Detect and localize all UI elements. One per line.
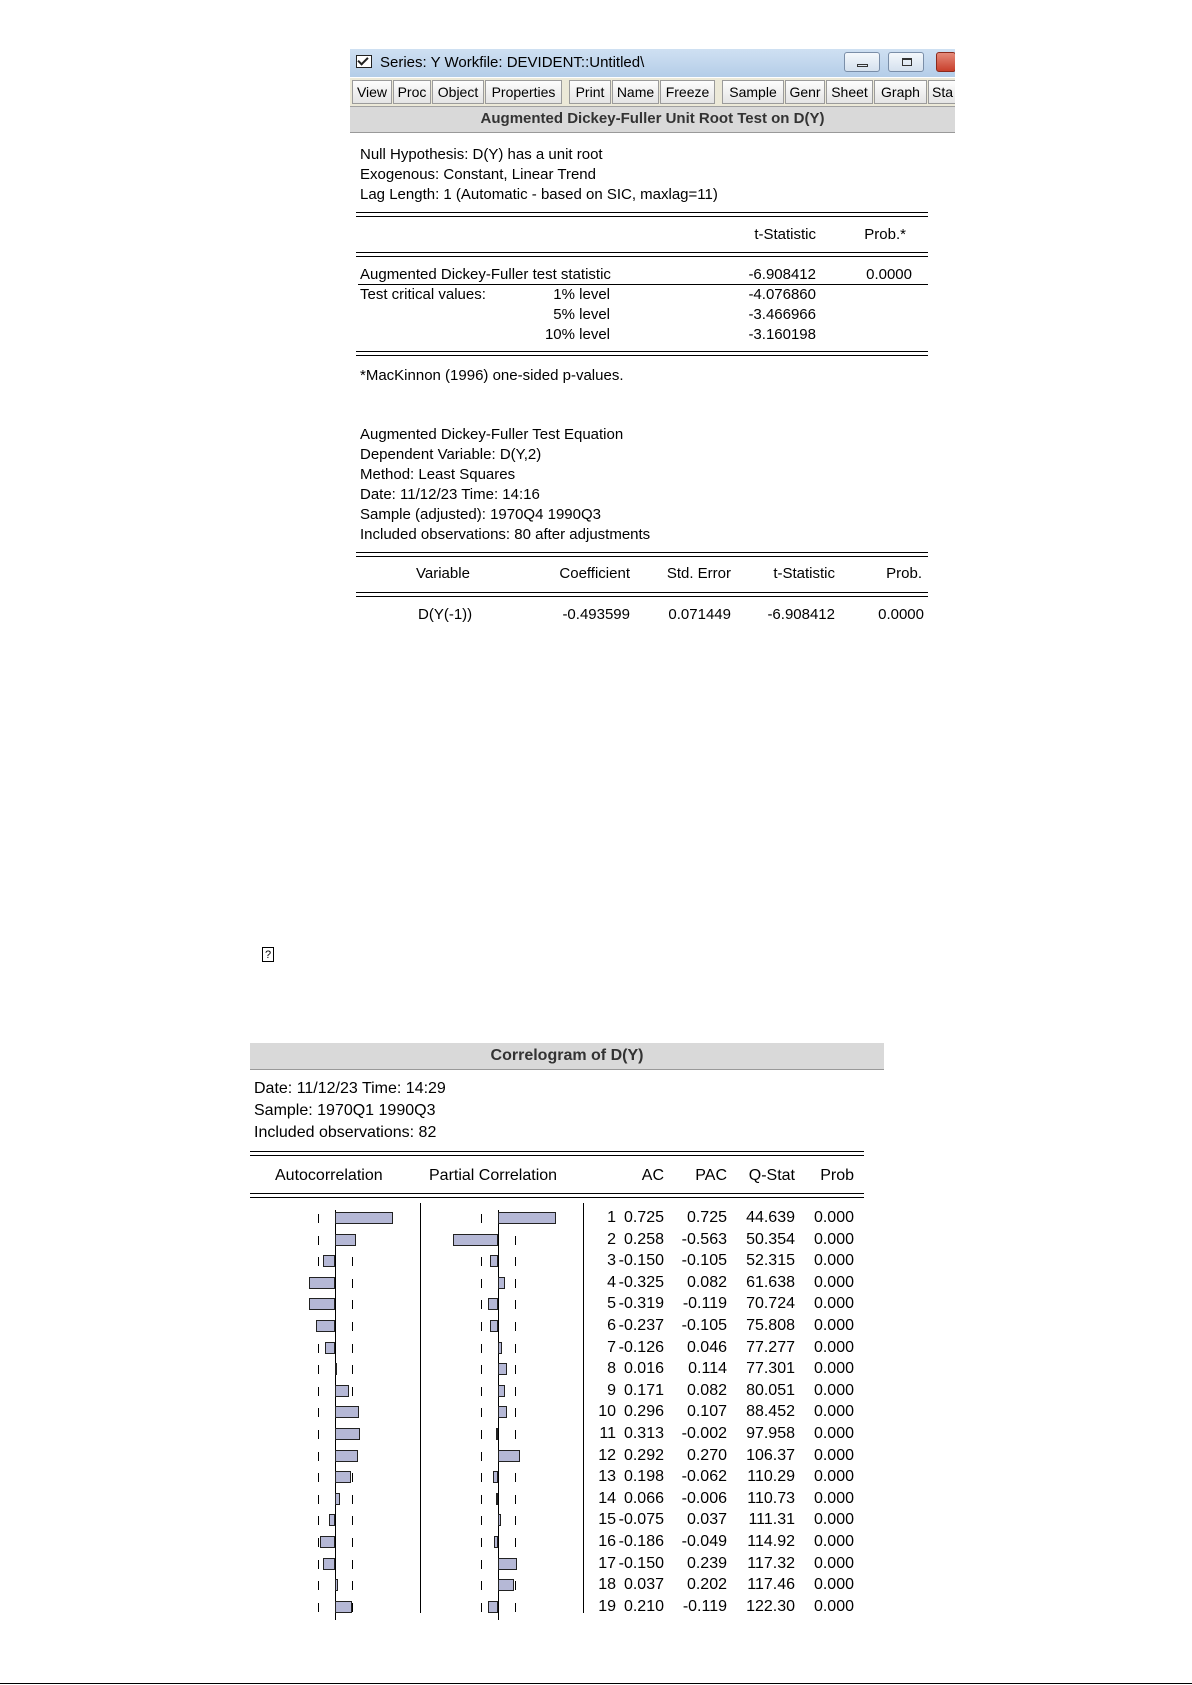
pac-band-tick — [515, 1495, 516, 1504]
pac-bar — [490, 1320, 498, 1332]
header-prob: Prob — [820, 1167, 854, 1184]
ac-band-tick — [318, 1344, 319, 1353]
pac-band-tick — [481, 1365, 482, 1374]
correlogram-sample: Sample: 1970Q1 1990Q3 — [254, 1102, 436, 1119]
pac-band-tick — [515, 1538, 516, 1547]
ac-band-tick — [352, 1603, 353, 1612]
proc-button[interactable]: Proc — [393, 80, 431, 104]
ac-value: -0.075 — [618, 1511, 664, 1529]
prob-value: 0.000 — [813, 1489, 854, 1507]
ac-value: 0.037 — [623, 1576, 664, 1594]
ac-value: 0.066 — [623, 1489, 664, 1507]
freeze-button[interactable]: Freeze — [660, 80, 715, 104]
ac-zero-axis — [335, 1253, 336, 1275]
ac-band-tick — [352, 1322, 353, 1331]
prob-value: 0.000 — [813, 1511, 854, 1529]
pac-value: 0.046 — [686, 1338, 727, 1356]
ac-bar — [309, 1298, 335, 1310]
header-pac: PAC — [695, 1167, 727, 1184]
pac-zero-axis — [498, 1469, 499, 1491]
pac-bar — [490, 1255, 498, 1267]
prob-value: 0.000 — [813, 1317, 854, 1334]
ac-bar — [335, 1385, 349, 1397]
ac-value: 0.171 — [623, 1381, 664, 1399]
ac-bar — [309, 1277, 335, 1289]
eq-row-prob: 0.0000 — [878, 606, 924, 623]
lag-value: 10 — [598, 1403, 616, 1421]
pac-bar — [498, 1450, 520, 1462]
pac-bar — [493, 1471, 498, 1483]
table-rule — [250, 1193, 864, 1198]
pac-bar — [488, 1298, 498, 1310]
pac-band-tick — [515, 1322, 516, 1331]
eq-row-tstat: -6.908412 — [767, 606, 835, 623]
exogenous: Exogenous: Constant, Linear Trend — [360, 166, 596, 183]
qstat-value: 110.29 — [747, 1468, 795, 1486]
pac-value: 0.202 — [686, 1576, 727, 1594]
pac-value: -0.105 — [681, 1252, 727, 1270]
prob-value: 0.000 — [813, 1360, 854, 1378]
pac-band-tick — [481, 1452, 482, 1461]
qstat-value: 111.31 — [748, 1511, 795, 1529]
col-tstat: t-Statistic — [754, 226, 816, 243]
lag-value: 13 — [598, 1468, 616, 1486]
ac-bar — [335, 1493, 340, 1505]
ac-value: 0.313 — [623, 1425, 664, 1442]
pac-band-tick — [515, 1581, 516, 1590]
pac-zero-axis — [498, 1318, 499, 1340]
ac-zero-axis — [335, 1556, 336, 1578]
table-rule — [250, 1151, 864, 1156]
ac-bar — [323, 1255, 335, 1267]
pac-band-tick — [481, 1214, 482, 1223]
pac-band-tick — [515, 1603, 516, 1612]
level-5-label: 5% level — [553, 306, 610, 323]
lag-value: 8 — [607, 1360, 616, 1378]
pac-value: -0.119 — [682, 1295, 727, 1313]
view-button[interactable]: View — [352, 80, 392, 104]
pac-bar — [496, 1428, 498, 1440]
pac-band-tick — [481, 1516, 482, 1525]
pac-band-tick — [481, 1560, 482, 1569]
ac-value: 0.258 — [623, 1230, 664, 1248]
pac-value: 0.114 — [688, 1360, 727, 1378]
pac-bar — [498, 1579, 514, 1591]
stats-button[interactable]: Sta — [928, 80, 955, 104]
pac-bar — [498, 1406, 507, 1418]
pac-bar — [498, 1212, 556, 1224]
ac-band-tick — [318, 1516, 319, 1525]
ac-band-tick — [352, 1560, 353, 1569]
ac-band-tick — [352, 1300, 353, 1309]
pac-value: 0.239 — [686, 1554, 727, 1572]
qstat-value: 117.46 — [747, 1576, 795, 1594]
ac-band-tick — [318, 1387, 319, 1396]
ac-value: 0.725 — [623, 1209, 664, 1226]
minimize-button[interactable] — [844, 52, 880, 72]
column-separator — [583, 1203, 584, 1613]
eq-row-coefficient: -0.493599 — [562, 606, 630, 623]
print-button[interactable]: Print — [569, 80, 611, 104]
eq-date: Date: 11/12/23 Time: 14:16 — [360, 486, 540, 503]
ac-band-tick — [318, 1495, 319, 1504]
toolbar — [350, 78, 955, 107]
pac-band-tick — [515, 1344, 516, 1353]
pac-band-tick — [515, 1300, 516, 1309]
col-prob: Prob.* — [864, 226, 906, 243]
pac-band-tick — [515, 1365, 516, 1374]
qstat-value: 80.051 — [746, 1381, 795, 1399]
ac-value: -0.325 — [618, 1273, 664, 1291]
pac-value: -0.006 — [681, 1489, 727, 1507]
prob-value: 0.000 — [813, 1533, 854, 1550]
header-partial-correlation: Partial Correlation — [429, 1167, 558, 1184]
pac-value: -0.563 — [681, 1230, 727, 1248]
eq-row-std-error: 0.071449 — [668, 606, 731, 623]
ac-band-tick — [352, 1538, 353, 1547]
header-qstat: Q-Stat — [748, 1167, 795, 1184]
ac-bar — [323, 1558, 335, 1570]
prob-value: 0.000 — [813, 1425, 854, 1442]
ac-bar — [335, 1234, 356, 1246]
qstat-value: 114.92 — [747, 1533, 795, 1550]
pac-value: -0.119 — [682, 1597, 727, 1615]
ac-bar — [320, 1536, 335, 1548]
pac-band-tick — [481, 1387, 482, 1396]
pac-band-tick — [515, 1236, 516, 1245]
prob-value: 0.000 — [813, 1252, 854, 1270]
ac-bar — [316, 1320, 335, 1332]
table-rule — [356, 552, 928, 557]
pac-value: 0.082 — [686, 1381, 727, 1399]
qstat-value: 77.277 — [746, 1338, 795, 1356]
lag-value: 7 — [607, 1338, 616, 1356]
pac-value: 0.037 — [686, 1511, 727, 1529]
ac-band-tick — [352, 1581, 353, 1590]
method: Method: Least Squares — [360, 466, 516, 483]
ac-bar — [335, 1406, 359, 1418]
view-title: Augmented Dickey-Fuller Unit Root Test on D(Y) — [350, 107, 955, 133]
qstat-value: 61.638 — [746, 1273, 795, 1291]
ac-value: -0.237 — [618, 1317, 664, 1334]
ac-value: 0.210 — [623, 1597, 664, 1615]
ac-band-tick — [352, 1344, 353, 1353]
prob-value: 0.000 — [813, 1403, 854, 1421]
pac-zero-axis — [498, 1491, 499, 1513]
name-button[interactable]: Name — [612, 80, 659, 104]
mackinnon-note: *MacKinnon (1996) one-sided p-values. — [360, 367, 624, 384]
ac-value: -0.150 — [618, 1554, 664, 1572]
pac-value: -0.002 — [681, 1425, 727, 1442]
pac-zero-axis — [498, 1232, 499, 1254]
pac-bar — [498, 1558, 517, 1570]
lag-value: 19 — [598, 1597, 616, 1615]
adf-stat-label: Augmented Dickey-Fuller test statistic — [360, 266, 611, 283]
pac-bar — [498, 1342, 502, 1354]
prob-value: 0.000 — [813, 1338, 854, 1356]
lag-value: 2 — [607, 1230, 616, 1248]
pac-band-tick — [515, 1257, 516, 1266]
pac-band-tick — [515, 1430, 516, 1439]
eviews-series-window — [350, 49, 955, 627]
qstat-value: 75.808 — [746, 1317, 795, 1334]
pac-band-tick — [515, 1387, 516, 1396]
pac-bar — [494, 1536, 498, 1548]
pac-bar — [498, 1363, 507, 1375]
qstat-value: 97.958 — [746, 1425, 795, 1442]
lag-length: Lag Length: 1 (Automatic - based on SIC, maxlag=11) — [360, 186, 718, 203]
ac-band-tick — [318, 1408, 319, 1417]
ac-band-tick — [318, 1430, 319, 1439]
pac-band-tick — [515, 1516, 516, 1525]
prob-value: 0.000 — [813, 1576, 854, 1594]
eq-header-prob: Prob. — [886, 565, 922, 582]
pac-band-tick — [481, 1603, 482, 1612]
ac-zero-axis — [335, 1318, 336, 1340]
pac-band-tick — [481, 1408, 482, 1417]
lag-value: 9 — [607, 1381, 616, 1399]
level-1-label: 1% level — [553, 286, 610, 303]
pac-zero-axis — [498, 1426, 499, 1448]
ac-band-tick — [318, 1538, 319, 1547]
ac-value: -0.126 — [618, 1338, 664, 1356]
eq-sample: Sample (adjusted): 1970Q4 1990Q3 — [360, 506, 601, 523]
ac-bar — [325, 1342, 335, 1354]
ac-band-tick — [318, 1214, 319, 1223]
eq-row-variable: D(Y(-1)) — [418, 606, 473, 623]
ac-bar — [335, 1428, 360, 1440]
ac-band-tick — [352, 1473, 353, 1482]
ac-band-tick — [352, 1257, 353, 1266]
correlogram-view — [250, 1043, 884, 1623]
pac-band-tick — [481, 1300, 482, 1309]
level-10-value: -3.160198 — [748, 326, 816, 343]
table-rule — [356, 592, 928, 597]
sample-button[interactable]: Sample — [722, 80, 784, 104]
ac-bar — [335, 1579, 338, 1591]
prob-value: 0.000 — [813, 1209, 854, 1226]
pac-band-tick — [515, 1279, 516, 1288]
ac-band-tick — [352, 1279, 353, 1288]
pac-band-tick — [515, 1408, 516, 1417]
pac-value: -0.062 — [681, 1468, 727, 1486]
prob-value: 0.000 — [813, 1468, 854, 1486]
prob-value: 0.000 — [813, 1554, 854, 1572]
pac-bar — [498, 1514, 501, 1526]
level-1-value: -4.076860 — [748, 286, 816, 303]
level-5-value: -3.466966 — [748, 306, 816, 323]
lag-value: 1 — [607, 1209, 616, 1226]
pac-value: 0.725 — [686, 1209, 727, 1226]
pac-band-tick — [481, 1495, 482, 1504]
close-button[interactable] — [936, 52, 955, 72]
ac-value: 0.296 — [623, 1403, 664, 1421]
ac-band-tick — [318, 1473, 319, 1482]
header-ac: AC — [641, 1167, 664, 1184]
graph-button[interactable]: Graph — [874, 80, 927, 104]
ac-value: -0.186 — [618, 1533, 664, 1550]
pac-bar — [496, 1493, 498, 1505]
pac-bar — [453, 1234, 498, 1246]
prob-value: 0.000 — [813, 1597, 854, 1615]
qstat-value: 77.301 — [746, 1360, 795, 1378]
table-rule — [356, 351, 928, 356]
lag-value: 18 — [598, 1576, 616, 1594]
null-hypothesis: Null Hypothesis: D(Y) has a unit root — [360, 146, 603, 163]
pac-zero-axis — [498, 1534, 499, 1556]
ac-band-tick — [318, 1365, 319, 1374]
ac-band-tick — [318, 1560, 319, 1569]
prob-value: 0.000 — [813, 1273, 854, 1291]
qstat-value: 117.32 — [747, 1554, 795, 1572]
lag-value: 4 — [607, 1273, 616, 1291]
lag-value: 17 — [598, 1554, 616, 1572]
pac-band-tick — [481, 1581, 482, 1590]
qstat-value: 70.724 — [746, 1295, 795, 1313]
pac-bar — [498, 1277, 505, 1289]
pac-value: -0.105 — [681, 1317, 727, 1334]
window-title: Series: Y Workfile: DEVIDENT::Untitled\ — [380, 54, 645, 71]
broken-image-icon: ? — [262, 947, 274, 962]
correlogram-observations: Included observations: 82 — [254, 1124, 437, 1141]
adf-stat-value: -6.908412 — [748, 266, 816, 283]
ac-value: -0.319 — [618, 1295, 664, 1313]
dependent-variable: Dependent Variable: D(Y,2) — [360, 446, 542, 463]
ac-band-tick — [352, 1495, 353, 1504]
pac-band-tick — [481, 1430, 482, 1439]
ac-zero-axis — [335, 1296, 336, 1318]
ac-bar — [335, 1601, 352, 1613]
object-button[interactable]: Object — [432, 80, 484, 104]
pac-band-tick — [481, 1257, 482, 1266]
eq-header-std-error: Std. Error — [666, 565, 731, 582]
pac-value: 0.082 — [686, 1273, 727, 1291]
title-bar[interactable] — [350, 49, 955, 77]
pac-band-tick — [481, 1279, 482, 1288]
prob-value: 0.000 — [813, 1381, 854, 1399]
ac-band-tick — [352, 1365, 353, 1374]
properties-button[interactable]: Properties — [485, 80, 562, 104]
lag-value: 3 — [607, 1252, 616, 1270]
table-rule — [356, 252, 928, 257]
pac-bar — [498, 1385, 505, 1397]
prob-value: 0.000 — [813, 1295, 854, 1313]
correlogram-date: Date: 11/12/23 Time: 14:29 — [254, 1080, 446, 1097]
ac-bar — [335, 1363, 337, 1375]
ac-zero-axis — [335, 1340, 336, 1362]
pac-band-tick — [481, 1322, 482, 1331]
pac-value: 0.270 — [686, 1446, 727, 1464]
ac-bar — [335, 1212, 393, 1224]
ac-zero-axis — [335, 1534, 336, 1556]
pac-band-tick — [481, 1473, 482, 1482]
pac-band-tick — [481, 1538, 482, 1547]
ac-band-tick — [318, 1603, 319, 1612]
ac-value: 0.198 — [623, 1468, 664, 1486]
ac-band-tick — [318, 1236, 319, 1245]
table-rule — [356, 212, 928, 217]
pac-zero-axis — [498, 1253, 499, 1275]
qstat-value: 52.315 — [746, 1252, 795, 1270]
ac-band-tick — [352, 1387, 353, 1396]
qstat-value: 44.639 — [746, 1209, 795, 1226]
eq-header-variable: Variable — [416, 565, 470, 582]
ac-band-tick — [318, 1257, 319, 1266]
lag-value: 5 — [607, 1295, 616, 1313]
eq-header-coefficient: Coefficient — [559, 565, 630, 582]
series-window-icon — [356, 55, 372, 68]
qstat-value: 110.73 — [747, 1489, 795, 1507]
ac-zero-axis — [335, 1512, 336, 1534]
ac-zero-axis — [335, 1275, 336, 1297]
column-separator — [420, 1203, 421, 1613]
eq-header-tstat: t-Statistic — [773, 565, 835, 582]
pac-bar — [488, 1601, 498, 1613]
level-10-label: 10% level — [544, 326, 610, 343]
ac-bar — [335, 1450, 358, 1462]
prob-value: 0.000 — [813, 1446, 854, 1464]
qstat-value: 50.354 — [746, 1230, 795, 1248]
qstat-value: 122.30 — [746, 1597, 795, 1615]
ac-band-tick — [352, 1516, 353, 1525]
pac-zero-axis — [498, 1296, 499, 1318]
ac-value: -0.150 — [618, 1252, 664, 1270]
page-footer-rule — [0, 1683, 1192, 1684]
ac-band-tick — [318, 1581, 319, 1590]
pac-value: 0.107 — [686, 1403, 727, 1421]
qstat-value: 88.452 — [746, 1403, 795, 1421]
sheet-button[interactable]: Sheet — [826, 80, 873, 104]
adf-stat-prob: 0.0000 — [866, 266, 912, 283]
prob-value: 0.000 — [813, 1230, 854, 1248]
ac-bar — [335, 1471, 351, 1483]
lag-value: 12 — [598, 1446, 616, 1464]
lag-value: 14 — [598, 1489, 616, 1507]
correlogram-title: Correlogram of D(Y) — [250, 1043, 884, 1070]
ac-value: 0.016 — [623, 1360, 664, 1378]
lag-value: 15 — [598, 1511, 616, 1529]
header-autocorrelation: Autocorrelation — [275, 1167, 383, 1184]
ac-band-tick — [318, 1452, 319, 1461]
critical-label: Test critical values: — [360, 286, 486, 303]
ac-value: 0.292 — [623, 1446, 664, 1464]
lag-value: 16 — [598, 1533, 616, 1550]
pac-value: -0.049 — [681, 1533, 727, 1550]
pac-band-tick — [515, 1473, 516, 1482]
qstat-value: 106.37 — [746, 1446, 795, 1464]
maximize-button[interactable] — [888, 52, 924, 72]
eq-observations: Included observations: 80 after adjustments — [360, 526, 651, 543]
pac-band-tick — [481, 1344, 482, 1353]
ac-bar — [329, 1514, 335, 1526]
lag-value: 11 — [599, 1425, 616, 1442]
underline — [358, 284, 928, 285]
eq-title: Augmented Dickey-Fuller Test Equation — [360, 426, 624, 443]
pac-zero-axis — [498, 1599, 499, 1621]
genr-button[interactable]: Genr — [785, 80, 825, 104]
lag-value: 6 — [607, 1317, 616, 1334]
